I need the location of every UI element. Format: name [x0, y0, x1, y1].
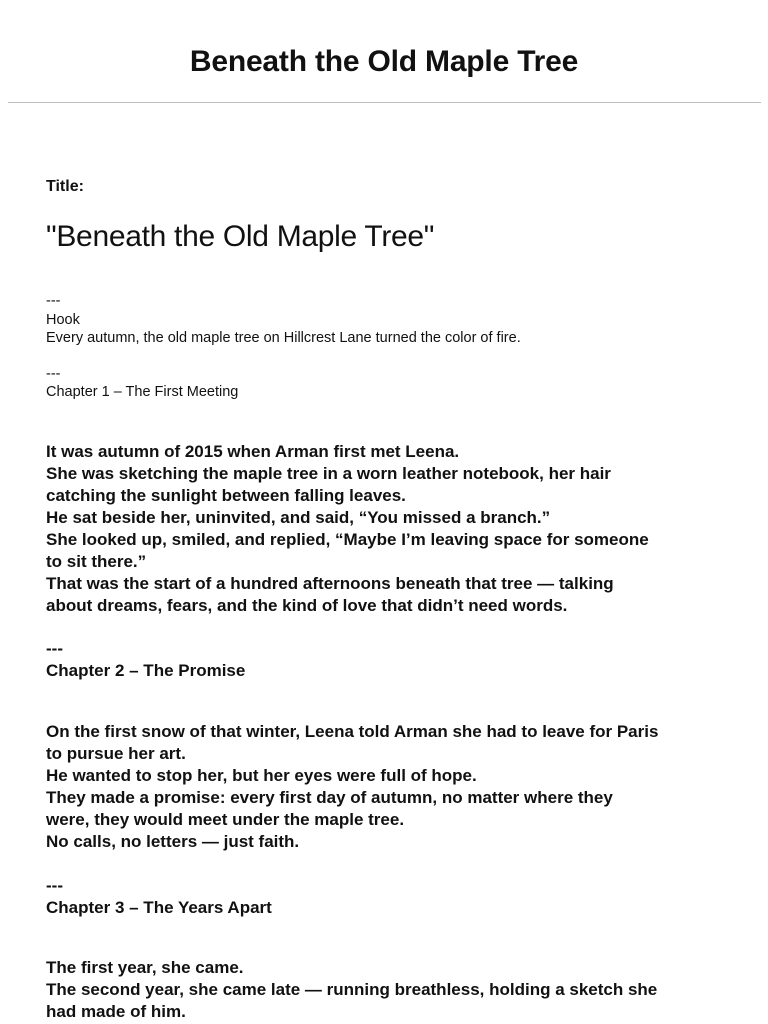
document-header: [0, 0, 768, 103]
paragraph-line: They made a promise: every first day of autumn, no matter where they: [46, 788, 613, 807]
paragraph-line: That was the start of a hundred afternoons beneath that tree — talking: [46, 574, 614, 593]
chapter-2-heading: Chapter 2 – The Promise: [46, 661, 246, 680]
paragraph-line: about dreams, fears, and the kind of love that didn’t need words.: [46, 596, 568, 615]
paragraph-line: He sat beside her, uninvited, and said, “You missed a branch.”: [46, 508, 551, 527]
header-divider: [8, 102, 761, 103]
chapter-1-paragraph: [46, 441, 736, 617]
document-title: Beneath the Old Maple Tree: [189, 45, 579, 78]
paragraph-line: had made of him.: [46, 1002, 186, 1021]
paragraph-line: to pursue her art.: [46, 744, 186, 763]
paragraph-line: It was autumn of 2015 when Arman first met Leena.: [46, 442, 460, 461]
chapter-1-heading: Chapter 1 – The First Meeting: [46, 384, 239, 400]
chapter-2-paragraph: [46, 721, 736, 853]
paragraph-line: He wanted to stop her, but her eyes were full of hope.: [46, 766, 477, 785]
hook-text: Every autumn, the old maple tree on Hillcrest Lane turned the color of fire.: [46, 330, 521, 346]
separator: ---: [46, 876, 63, 895]
separator: ---: [46, 366, 61, 382]
separator: ---: [46, 639, 63, 658]
hook-label: Hook: [46, 312, 80, 328]
chapter-3-paragraph: [46, 957, 736, 1023]
paragraph-line: She looked up, smiled, and replied, “Maybe I’m leaving space for someone: [46, 530, 649, 549]
separator: ---: [46, 293, 61, 309]
paragraph-line: She was sketching the maple tree in a worn leather notebook, her hair: [46, 464, 611, 483]
paragraph-line: catching the sunlight between falling leaves.: [46, 486, 406, 505]
title-label: Title:: [46, 178, 84, 195]
paragraph-line: No calls, no letters — just faith.: [46, 832, 300, 851]
paragraph-line: On the first snow of that winter, Leena told Arman she had to leave for Paris: [46, 722, 659, 741]
paragraph-line: The first year, she came.: [46, 958, 244, 977]
paragraph-line: to sit there.”: [46, 552, 147, 571]
chapter-3-heading: Chapter 3 – The Years Apart: [46, 898, 272, 917]
story-title: "Beneath the Old Maple Tree": [46, 220, 435, 253]
paragraph-line: were, they would meet under the maple tree.: [46, 810, 405, 829]
paragraph-line: The second year, she came late — running breathless, holding a sketch she: [46, 980, 658, 999]
